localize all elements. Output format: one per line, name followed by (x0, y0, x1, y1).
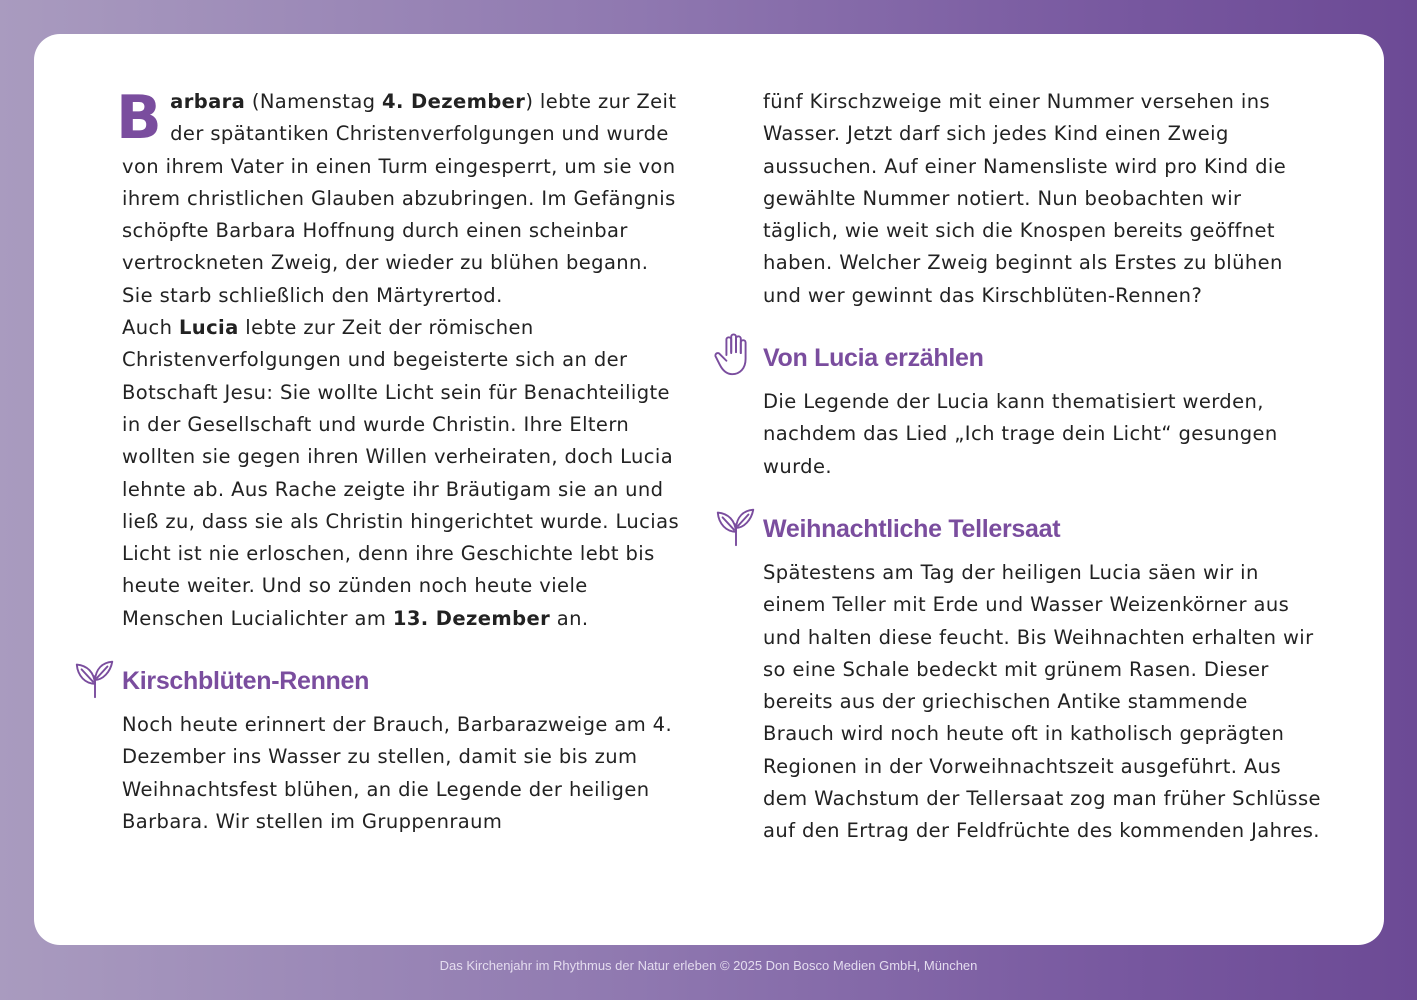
content-card (34, 34, 1384, 945)
lucia-text-a: Auch (122, 316, 179, 340)
kirsch-heading-row (122, 661, 682, 701)
kirsch-continued-text: fünf Kirschzweige mit einer Nummer versehen ins Wasser. Jetzt darf sich jedes Kind einen Zweig aussuchen. Auf einer Namensliste wird pro Kind die gewählte Nummer notiert. Nun beobachten wir täglich, wie weit sich die Knospen bereits geöffnet haben. Welcher Zweig beginnt als Erstes zu blühen und wer gewinnt das Kirschblüten-Rennen? (763, 90, 1287, 307)
barbara-text-a: (Namenstag (245, 90, 383, 113)
barbara-date: 4. Dezember (382, 90, 526, 113)
barbara-name: arbara (170, 90, 246, 113)
lucia-section-text: Die Legende der Lucia kann thematisiert werden, nachdem das Lied „Ich trage dein Licht“ gesungen wurde. (763, 390, 1278, 478)
sprout-icon (713, 503, 759, 549)
lucia-date: 13. Dezember (392, 606, 551, 630)
lucia-text-c: an. (550, 606, 589, 630)
hand-icon (713, 332, 759, 378)
lucia-text-b: lebte zur Zeit der römischen Christenverfolgungen und begeisterte sich an der Botschaft Jesu: Sie wollte Licht sein für Benachteiligte in der Gesellschaft und wurde Christin. Ihre Eltern wollten sie gegen ihren Willen verheiraten, doch Lucia lehnte ab. Aus Rache zeigte ihr Bräutigam sie an und ließ zu, dass sie als Christin hingerichtet wurde. Lucias Licht ist nie erloschen, denn ihre Geschichte lebt bis heute weiter. Und so zünden noch heute viele Menschen Lucialichter am (122, 316, 680, 630)
lucia-heading-row (763, 338, 1323, 378)
lucia-paragraph (122, 312, 682, 635)
kirsch-heading: Kirschblüten-Rennen (122, 667, 370, 696)
teller-heading: Weihnachtliche Tellersaat (763, 514, 1061, 543)
drop-cap: B (116, 83, 163, 153)
right-column (763, 86, 1323, 848)
footer-copyright: Das Kirchenjahr im Rhythmus der Natur erleben © 2025 Don Bosco Medien GmbH, München (439, 958, 978, 973)
lucia-section-heading: Von Lucia erzählen (763, 344, 984, 373)
teller-text: Spätestens am Tag der heiligen Lucia säen wir in einem Teller mit Erde und Wasser Weizenkörner aus und halten diese feucht. Bis Weihnachten erhalten wir so eine Schale bedeckt mit grünem Rasen. Dieser bereits aus der griechischen Antike stammende Brauch wird noch heute oft in katholisch geprägten Regionen in der Vorweihnachtszeit ausgeführt. Aus dem Wachstum der Tellersaat zog man früher Schlüsse auf den Ertrag der Feldfrüchte des kommenden Jahres. (763, 560, 1321, 843)
barbara-text-b: ) lebte zur Zeit der spätantiken Christenverfolgungen und wurde von ihrem Vater in einen Turm eingesperrt, um sie von ihrem christlichen Glauben abzubringen. Im Gefängnis schöpfte Barbara Hoffnung durch einen scheinbar vertrockneten Zweig, der wieder zu blühen begann. Sie starb schließlich den Märtyrertod. (122, 90, 677, 307)
lucia-name: Lucia (178, 316, 239, 340)
kirsch-text: Noch heute erinnert der Brauch, Barbarazweige am 4. Dezember ins Wasser zu stellen, damit sie bis zum Weihnachtsfest blühen, an die Legende der heiligen Barbara. Wir stellen im Gruppenraum (122, 713, 673, 833)
left-column (116, 83, 682, 838)
teller-heading-row (763, 509, 1323, 549)
barbara-paragraph (116, 83, 682, 312)
sprout-icon (72, 655, 118, 701)
